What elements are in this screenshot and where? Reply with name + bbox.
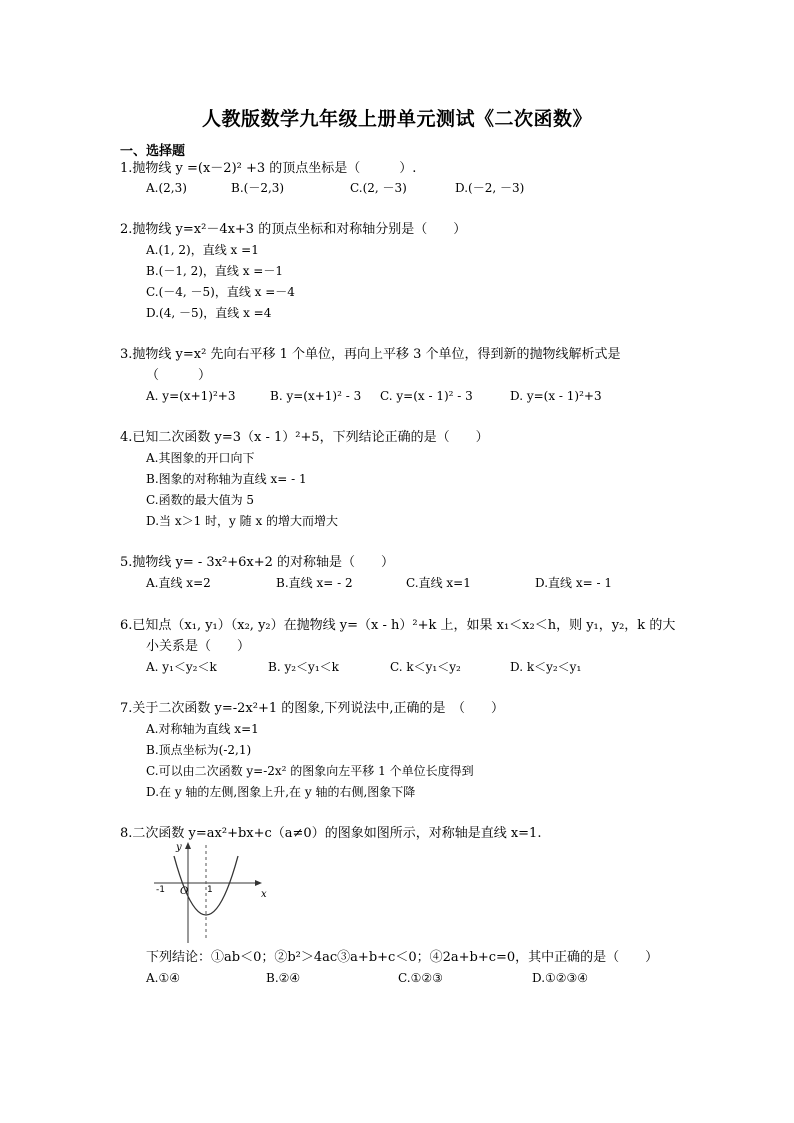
q6-option-d: D. k＜y₂＜y₁ [510,660,582,674]
q1-option-b: B.(－2,3) [231,181,285,195]
q7-option-b: B.顶点坐标为(-2,1) [146,743,252,757]
q3-option-d: D. y=(x - 1)²+3 [510,389,602,403]
q1-option-a: A.(2,3) [146,181,187,195]
q5-option-a: A.直线 x=2 [146,576,211,590]
q1-option-c: C.(2, －3) [350,181,407,195]
q4-option-b: B.图象的对称轴为直线 x= - 1 [146,472,307,486]
q3-option-a: A. y=(x+1)²+3 [146,389,236,403]
x-axis-label: x [261,889,267,900]
origin-label: O [180,886,189,897]
question-3-stem: 3.抛物线 y=x² 先向右平移 1 个单位，再向上平移 3 个单位，得到新的抛物线解析式是 [120,347,621,362]
tick-one-label: 1 [207,885,213,895]
x-axis-arrow [255,880,262,886]
q1-option-d: D.(－2, －3) [455,181,525,195]
q8-option-c: C.①②③ [398,971,443,985]
parabola-graph [140,840,270,945]
question-2-stem: 2.抛物线 y=x²－4x+3 的顶点坐标和对称轴分别是（ ） [120,222,467,237]
question-4-stem: 4.已知二次函数 y=3（x - 1）²+5，下列结论正确的是（ ） [120,430,489,445]
tick-neg-one-label: -1 [156,885,165,895]
q2-option-d: D.(4, －5)，直线 x =4 [146,306,272,320]
q6-option-b: B. y₂＜y₁＜k [268,660,339,674]
q8-option-d: D.①②③④ [532,971,589,985]
question-8-conclusions: 下列结论：①ab＜0；②b²＞4ac③a+b+c＜0；④2a+b+c=0，其中正确的是（ ） [146,950,659,965]
q5-option-d: D.直线 x= - 1 [535,576,612,590]
q5-option-b: B.直线 x= - 2 [276,576,353,590]
page-title: 人教版数学九年级上册单元测试《二次函数》 [201,108,592,130]
q6-option-a: A. y₁＜y₂＜k [146,660,217,674]
q3-option-c: C. y=(x - 1)² - 3 [380,389,473,403]
q2-option-c: C.(－4, －5)，直线 x =－4 [146,285,295,299]
q3-option-b: B. y=(x+1)² - 3 [270,389,362,403]
q6-option-c: C. k＜y₁＜y₂ [390,660,461,674]
q4-option-a: A.其图象的开口向下 [146,451,255,465]
q8-option-b: B.②④ [266,971,301,985]
question-6-stem: 6.已知点（x₁, y₁）（x₂, y₂）在抛物线 y=（x - h）²+k 上，如果 x₁＜x₂＜h，则 y₁，y₂，k 的大 [120,618,676,633]
question-7-stem: 7.关于二次函数 y=-2x²+1 的图象,下列说法中,正确的是 （ ） [120,701,505,716]
q7-option-a: A.对称轴为直线 x=1 [146,722,259,736]
q7-option-c: C.可以由二次函数 y=-2x² 的图象向左平移 1 个单位长度得到 [146,764,474,778]
y-axis-arrow [185,842,191,849]
y-axis-label: y [176,842,182,853]
question-6-continuation: 小关系是（ ） [146,639,251,654]
question-3-blank: （ ） [146,368,212,383]
question-1-stem: 1.抛物线 y =(x－2)² +3 的顶点坐标是（ ）. [120,161,417,176]
q4-option-d: D.当 x＞1 时，y 随 x 的增大而增大 [146,514,339,528]
q4-option-c: C.函数的最大值为 5 [146,493,255,507]
question-5-stem: 5.抛物线 y= - 3x²+6x+2 的对称轴是（ ） [120,555,395,570]
q8-option-a: A.①④ [146,971,180,985]
question-8-stem: 8.二次函数 y=ax²+bx+c（a≠0）的图象如图所示，对称轴是直线 x=1. [120,826,542,841]
q7-option-d: D.在 y 轴的左侧,图象上升,在 y 轴的右侧,图象下降 [146,785,416,799]
q2-option-b: B.(－1, 2)，直线 x =－1 [146,264,283,278]
q5-option-c: C.直线 x=1 [406,576,471,590]
q2-option-a: A.(1, 2)，直线 x =1 [146,243,259,257]
section-heading: 一、选择题 [120,144,186,159]
